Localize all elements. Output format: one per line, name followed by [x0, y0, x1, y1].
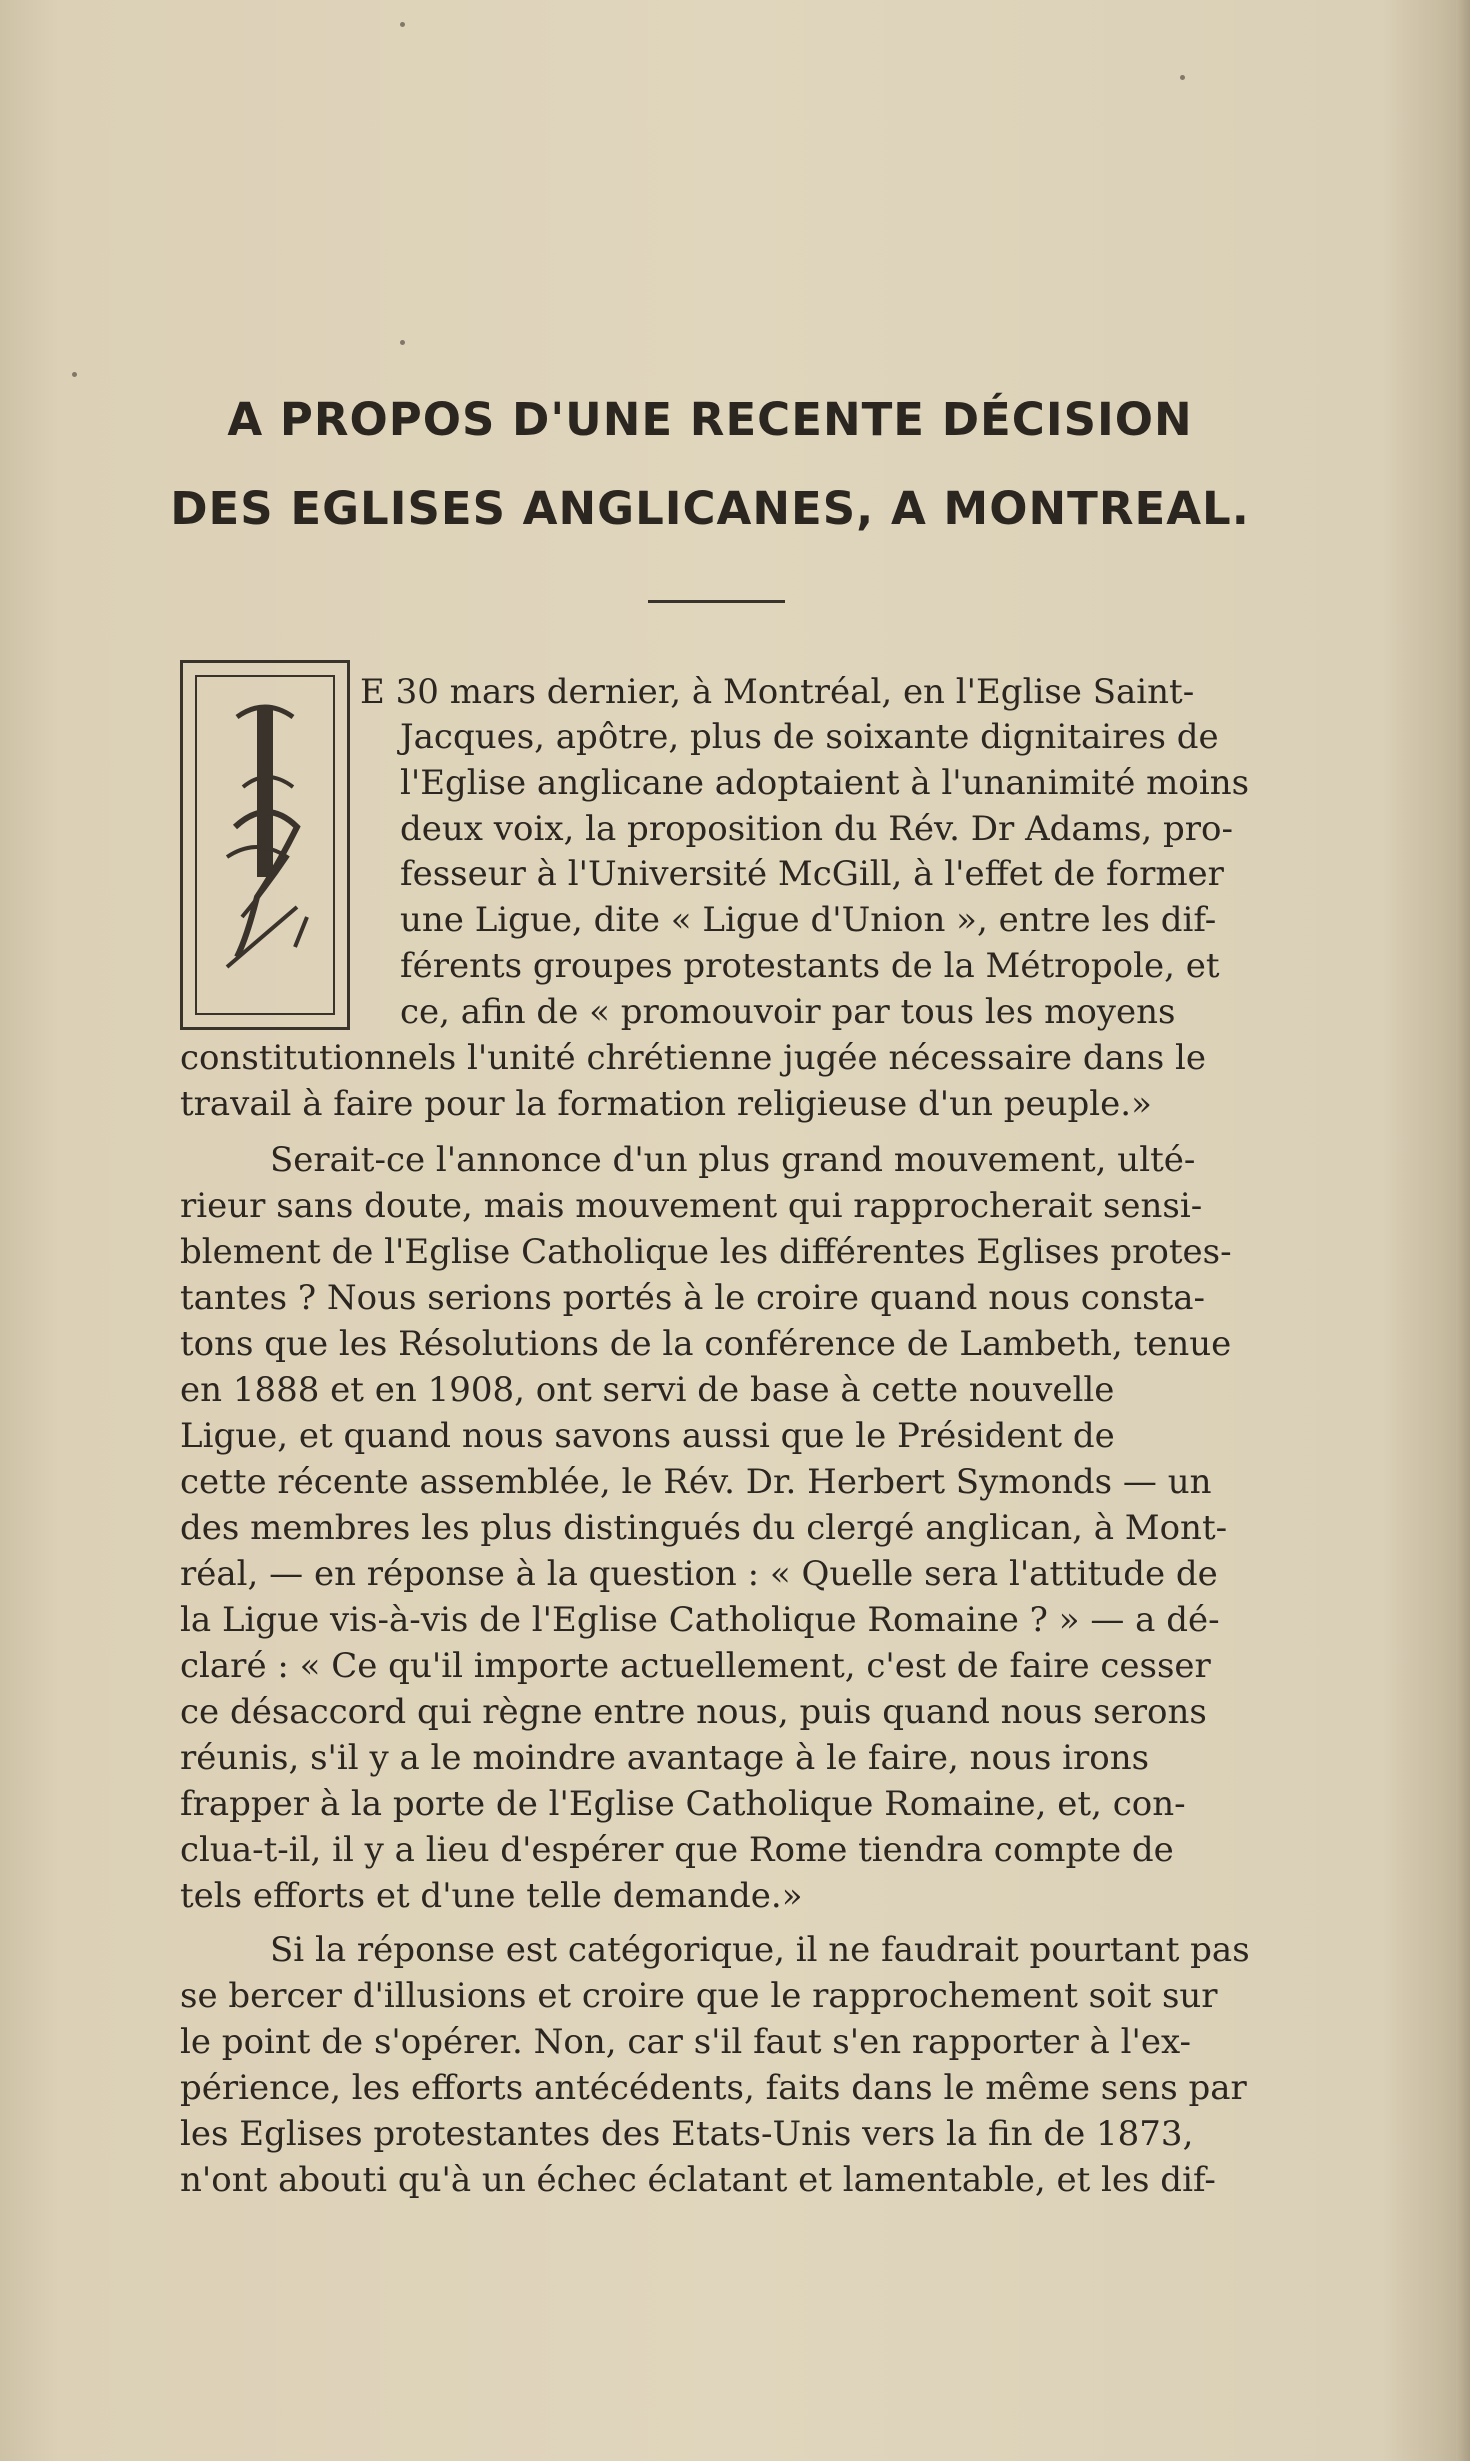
text-line: Si la réponse est catégorique, il ne faudrait pourtant pas — [270, 1930, 1250, 1970]
text-line: tels efforts et d'une telle demande.» — [180, 1876, 803, 1916]
speck-left — [72, 372, 77, 377]
text-line: Ligue, et quand nous savons aussi que le Président de — [180, 1416, 1115, 1456]
drop-cap-letter: L — [265, 1007, 266, 1008]
speck-right — [1180, 75, 1185, 80]
text-line: ce désaccord qui règne entre nous, puis quand nous serons — [180, 1692, 1207, 1732]
text-line: les Eglises protestantes des Etats-Unis vers la fin de 1873, — [180, 2114, 1194, 2154]
text-line: E 30 mars dernier, à Montréal, en l'Eglise Saint- — [360, 672, 1195, 712]
drop-cap-l-icon — [197, 677, 333, 1013]
text-line: se bercer d'illusions et croire que le rapprochement soit sur — [180, 1976, 1218, 2016]
text-line: tons que les Résolutions de la conférence de Lambeth, tenue — [180, 1324, 1232, 1364]
page-edge-shadow — [1456, 0, 1470, 2461]
text-line: tantes ? Nous serions portés à le croire quand nous consta- — [180, 1278, 1206, 1318]
text-line: ce, afin de « promouvoir par tous les moyens — [400, 992, 1176, 1032]
text-line: frapper à la porte de l'Eglise Catholique Romaine, et, con- — [180, 1784, 1186, 1824]
speck-top — [400, 22, 405, 27]
text-line: une Ligue, dite « Ligue d'Union », entre les dif- — [400, 900, 1217, 940]
text-line: blement de l'Eglise Catholique les différentes Eglises protes- — [180, 1232, 1232, 1272]
text-line: en 1888 et en 1908, ont servi de base à cette nouvelle — [180, 1370, 1115, 1410]
text-line: la Ligue vis-à-vis de l'Eglise Catholique Romaine ? » — a dé- — [180, 1600, 1220, 1640]
text-line: Jacques, apôtre, plus de soixante dignitaires de — [400, 717, 1219, 757]
text-line: travail à faire pour la formation religieuse d'un peuple.» — [180, 1084, 1152, 1124]
text-line: périence, les efforts antécédents, faits dans le même sens par — [180, 2068, 1247, 2108]
title-line-1: A PROPOS D'UNE RECENTE DÉCISION — [227, 393, 1193, 446]
drop-cap-frame — [180, 660, 350, 1030]
title-divider-rule — [648, 600, 785, 603]
text-line: deux voix, la proposition du Rév. Dr Adams, pro- — [400, 809, 1233, 849]
text-line: férents groupes protestants de la Métropole, et — [400, 946, 1220, 986]
text-line: claré : « Ce qu'il importe actuellement, c'est de faire cesser — [180, 1646, 1211, 1686]
text-line: cette récente assemblée, le Rév. Dr. Herbert Symonds — un — [180, 1462, 1212, 1502]
title-line-2: DES EGLISES ANGLICANES, A MONTREAL. — [170, 482, 1250, 535]
text-line: fesseur à l'Université McGill, à l'effet de former — [400, 854, 1224, 894]
text-line: constitutionnels l'unité chrétienne jugée nécessaire dans le — [180, 1038, 1207, 1078]
text-line: n'ont abouti qu'à un échec éclatant et lamentable, et les dif- — [180, 2160, 1216, 2200]
text-line: réal, — en réponse à la question : « Quelle sera l'attitude de — [180, 1554, 1218, 1594]
text-line: l'Eglise anglicane adoptaient à l'unanimité moins — [400, 763, 1250, 803]
speck-mid — [400, 340, 405, 345]
text-line: réunis, s'il y a le moindre avantage à le faire, nous irons — [180, 1738, 1150, 1778]
text-line: Serait-ce l'annonce d'un plus grand mouvement, ulté- — [270, 1140, 1196, 1180]
text-line: le point de s'opérer. Non, car s'il faut s'en rapporter à l'ex- — [180, 2022, 1192, 2062]
text-line: clua-t-il, il y a lieu d'espérer que Rome tiendra compte de — [180, 1830, 1174, 1870]
text-line: rieur sans doute, mais mouvement qui rapprocherait sensi- — [180, 1186, 1203, 1226]
text-line: des membres les plus distingués du clergé anglican, à Mont- — [180, 1508, 1228, 1548]
